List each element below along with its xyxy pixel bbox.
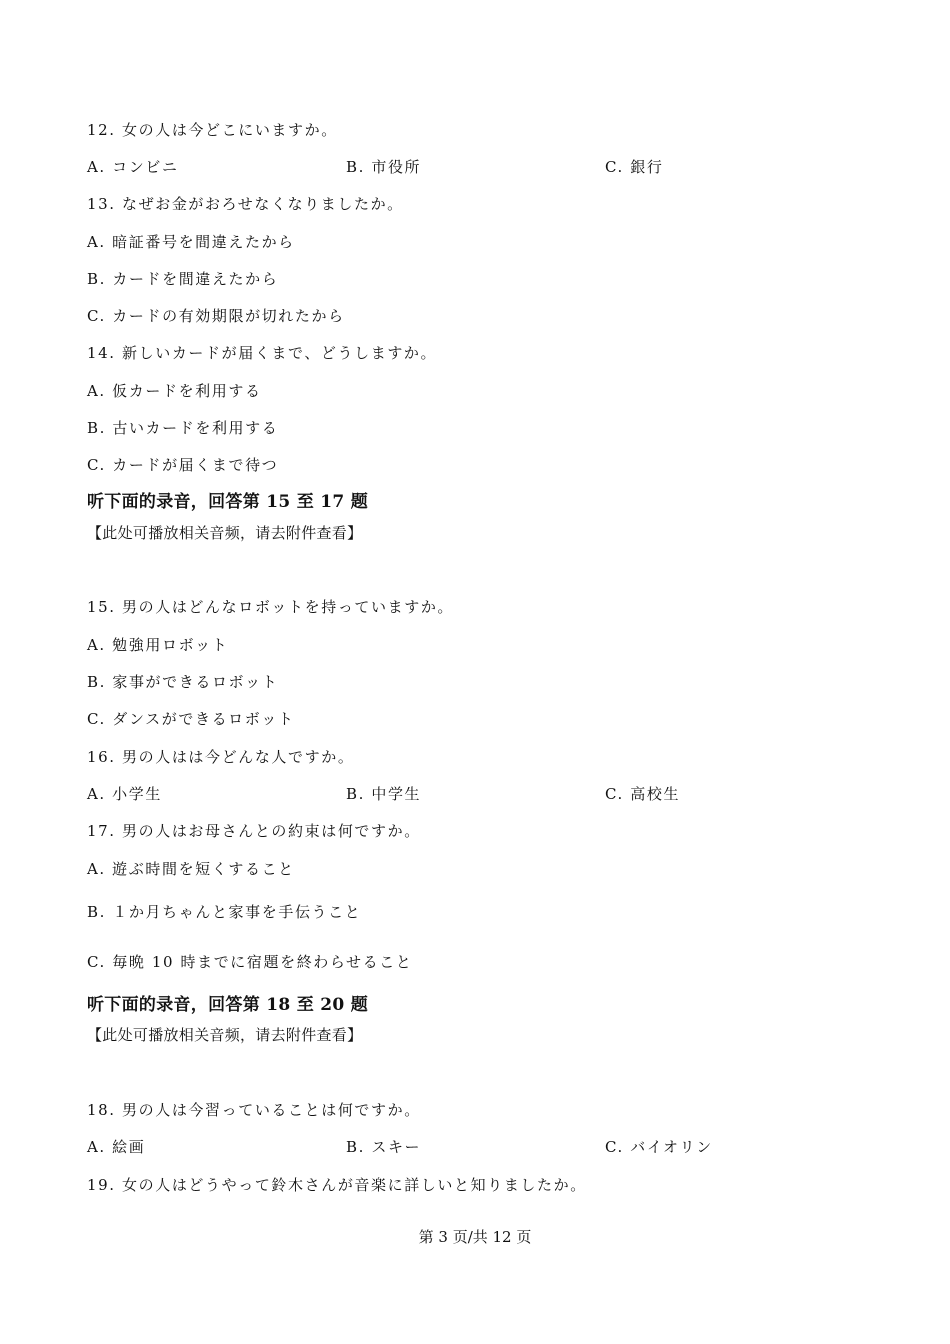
q18-option-c: C. バイオリン — [605, 1138, 713, 1156]
q16-stem: 16. 男の人はは今どんな人ですか。 — [87, 748, 355, 766]
q12-stem: 12. 女の人は今どこにいますか。 — [87, 121, 338, 139]
q12-option-b: B. 市役所 — [346, 158, 422, 176]
q12-option-a: A. コンビニ — [87, 158, 179, 176]
q12-option-c: C. 銀行 — [605, 158, 664, 176]
page-footer: 第 3 页/共 12 页 — [418, 1228, 532, 1246]
audio-note-18-20: 【此处可播放相关音频，请去附件查看】 — [87, 1026, 363, 1044]
q17-option-c: C. 毎晩 10 時までに宿題を終わらせること — [87, 953, 413, 971]
q13-option-b: B. カードを間違えたから — [87, 270, 279, 288]
q18-option-b: B. スキー — [346, 1138, 422, 1156]
q18-option-a: A. 絵画 — [87, 1138, 146, 1156]
q15-option-a: A. 勉強用ロボット — [87, 636, 229, 654]
section-heading-18-20: 听下面的录音，回答第 18 至 20 题 — [87, 995, 368, 1015]
q14-option-a: A. 仮カードを利用する — [87, 382, 262, 400]
audio-note-15-17: 【此处可播放相关音频，请去附件查看】 — [87, 524, 363, 542]
q13-option-c: C. カードの有効期限が切れたから — [87, 307, 345, 325]
q16-option-b: B. 中学生 — [346, 785, 422, 803]
q19-stem: 19. 女の人はどうやって鈴木さんが音楽に詳しいと知りましたか。 — [87, 1176, 587, 1194]
q13-option-a: A. 暗証番号を間違えたから — [87, 233, 295, 251]
q17-stem: 17. 男の人はお母さんとの約束は何ですか。 — [87, 822, 421, 840]
q17-option-b: B. １か月ちゃんと家事を手伝うこと — [87, 903, 362, 921]
q14-option-b: B. 古いカードを利用する — [87, 419, 279, 437]
q14-stem: 14. 新しいカードが届くまで、どうしますか。 — [87, 344, 438, 362]
q18-options — [87, 1136, 847, 1156]
q15-stem: 15. 男の人はどんなロボットを持っていますか。 — [87, 598, 455, 616]
q13-stem: 13. なぜお金がおろせなくなりましたか。 — [87, 195, 404, 213]
q15-option-c: C. ダンスができるロボット — [87, 710, 295, 728]
q16-option-a: A. 小学生 — [87, 785, 162, 803]
q15-option-b: B. 家事ができるロボット — [87, 673, 279, 691]
q16-options — [87, 783, 847, 803]
q12-options — [87, 156, 847, 176]
q18-stem: 18. 男の人は今習っていることは何ですか。 — [87, 1101, 421, 1119]
q17-option-a: A. 遊ぶ時間を短くすること — [87, 860, 295, 878]
section-heading-15-17: 听下面的录音，回答第 15 至 17 题 — [87, 492, 368, 512]
q14-option-c: C. カードが届くまで待つ — [87, 456, 279, 474]
q16-option-c: C. 高校生 — [605, 785, 681, 803]
